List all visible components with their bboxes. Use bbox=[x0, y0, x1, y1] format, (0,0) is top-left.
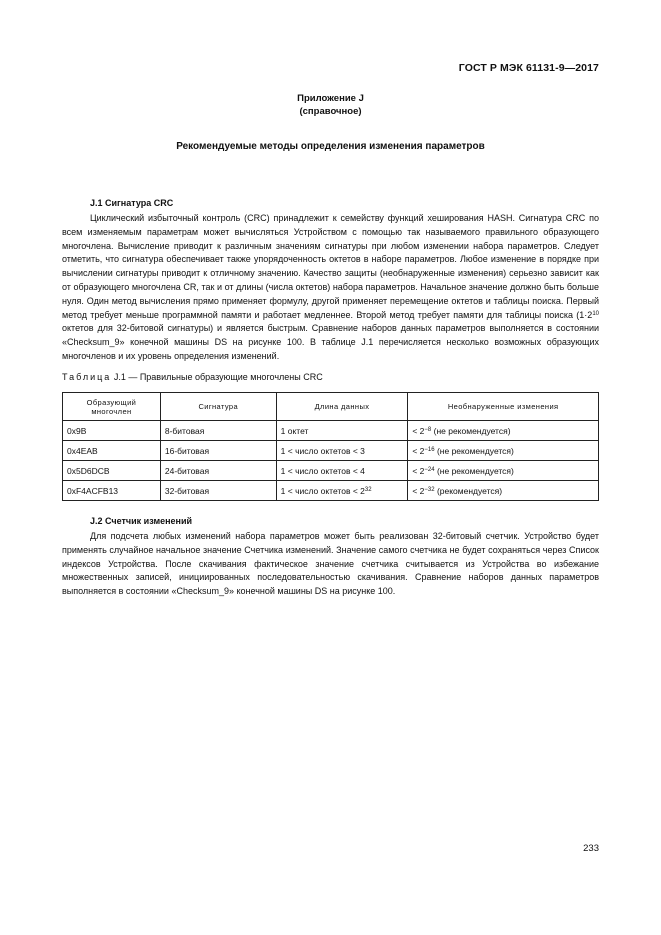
paragraph-crc-superscript: 10 bbox=[592, 310, 599, 317]
column-header-undetected-changes: Необнаруженные изменения bbox=[408, 393, 599, 421]
column-header-data-length: Длина данных bbox=[276, 393, 408, 421]
section-heading-crc: J.1 Сигнатура CRC bbox=[90, 198, 174, 208]
paragraph-change-counter-text: Для подсчета любых изменений набора параметров может быть реализован 32-битовый счетчик. Устройство будет применять случайное начальное значение Счетчика изменений. Значение самого счетчика не будет сохраняться через Список индексов Устройства. После скачивания фактическое значение счетчика считывается из Устройства во избежание множественных записей, инициированных последовательностью скачивания. Сравнение наборов данных параметров выполняется в состоянии «Checksum_9» конечной машины DS на рисунке 100. bbox=[62, 531, 599, 597]
standard-designation: ГОСТ Р МЭК 61131-9—2017 bbox=[458, 62, 599, 74]
cell-data-length: 1 октет bbox=[276, 421, 408, 441]
cell-undetected: < $2^{-32}$ (рекомендуется) bbox=[408, 481, 599, 501]
section-heading-change-counter: J.2 Счетчик изменений bbox=[90, 516, 193, 526]
table-caption bbox=[62, 372, 323, 382]
cell-data-length: 1 < число октетов < 4 bbox=[276, 461, 408, 481]
paragraph-change-counter bbox=[62, 530, 599, 599]
paragraph-crc-part1: Циклический избыточный контроль (CRC) принадлежит к семейству функций хеширования HASH. Сигнатура CRC по всем изменяемым параметрам может вычисляться Устройством с помощью так называемого правильного образующего многочлена. Вычисление приводит к различным значениям сигнатуры при любом изменении набора параметров. Следует отметить, что сигнатура обеспечивает также упорядоченность октетов в наборе параметров. Любое изменение в порядке при вычислении сигнатуры приводит к отличному значению. Качество защиты (необнаруженные изменения) серьезно зависит как от образующего многочлена CR, так и от длины (числа октетов) набора параметров. Начальное значение должно быть больше нуля. Один метод вычисления прямо применяет формулу, другой применяет перемещение октетов и таблицы поиска. Первый метод требует меньше программной памяти и работает медленнее. Второй метод требует памяти для таблицы поиска (1·2 bbox=[62, 213, 599, 320]
table-caption-label: Таблица bbox=[62, 372, 112, 382]
cell-polynomial: 0xF4ACFB13 bbox=[63, 481, 161, 501]
paragraph-crc-part2: октетов для 32-битовой сигнатуры) и является быстрым. Сравнение наборов данных параметров выполняется в состоянии «Checksum_9» конечной машины DS на рисунке 100. В таблице J.1 перечисляется несколько возможных образующих многочленов и их уровень определения изменений. bbox=[62, 323, 599, 361]
column-header-signature: Сигнатура bbox=[160, 393, 276, 421]
cell-data-length: 1 < число октетов < $2^{32}$ bbox=[276, 481, 408, 501]
cell-signature: 8-битовая bbox=[160, 421, 276, 441]
table-row bbox=[63, 461, 599, 481]
annex-title: Приложение J bbox=[297, 93, 364, 104]
annex-note: (справочное) bbox=[299, 106, 362, 117]
cell-polynomial: 0x5D6DCB bbox=[63, 461, 161, 481]
cell-undetected: < $2^{-8}$ (не рекомендуется) bbox=[408, 421, 599, 441]
cell-signature: 16-битовая bbox=[160, 441, 276, 461]
cell-polynomial: 0x4EAB bbox=[63, 441, 161, 461]
cell-undetected: < $2^{-16}$ (не рекомендуется) bbox=[408, 441, 599, 461]
page-title: Рекомендуемые методы определения изменения параметров bbox=[176, 141, 485, 152]
page-number: 233 bbox=[583, 843, 599, 854]
table-row bbox=[63, 421, 599, 441]
crc-polynomials-table bbox=[62, 392, 599, 501]
cell-signature: 32-битовая bbox=[160, 481, 276, 501]
cell-signature: 24-битовая bbox=[160, 461, 276, 481]
table-caption-text: J.1 — Правильные образующие многочлены CRC bbox=[113, 372, 323, 382]
cell-data-length: 1 < число октетов < 3 bbox=[276, 441, 408, 461]
column-header-polynomial: Образующий многочлен bbox=[63, 393, 161, 421]
table-row bbox=[63, 481, 599, 501]
table-header-row bbox=[63, 393, 599, 421]
annex-heading bbox=[0, 92, 661, 118]
paragraph-crc bbox=[62, 212, 599, 364]
cell-polynomial: 0x9B bbox=[63, 421, 161, 441]
table-row bbox=[63, 441, 599, 461]
cell-undetected: < $2^{-24}$ (не рекомендуется) bbox=[408, 461, 599, 481]
